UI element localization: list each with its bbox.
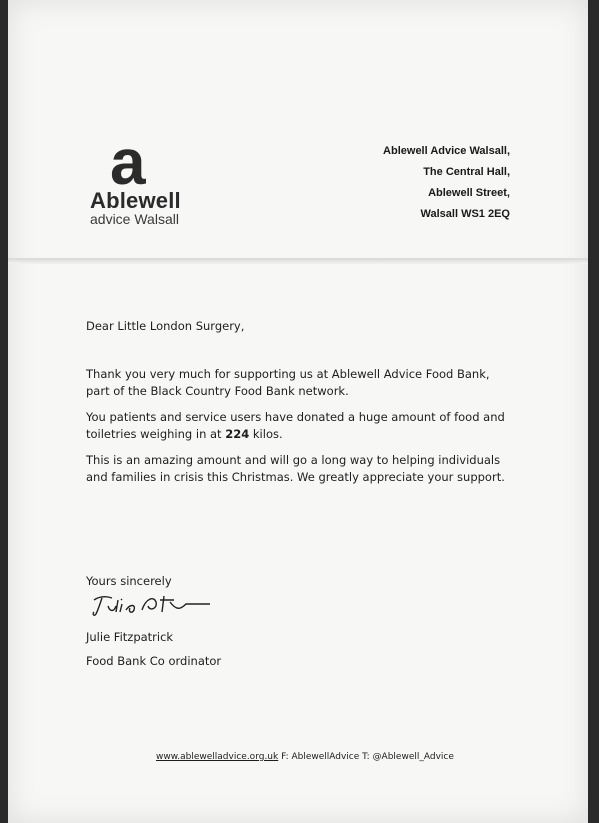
signer-name: Julie Fitzpatrick <box>86 630 174 644</box>
letter-footer <box>156 752 454 762</box>
logo-subtitle: advice Walsall <box>90 211 179 227</box>
paragraph-thanks: Thank you very much for supporting us at Ablewell Advice Food Bank, part of the Black Country Food Bank network. <box>86 367 490 398</box>
sender-address <box>383 141 510 225</box>
address-line: The Central Hall, <box>423 166 510 178</box>
website-link[interactable]: www.ablewelladvice.org.uk <box>156 752 279 762</box>
paragraph-appreciation: This is an amazing amount and will go a long way to helping individuals and families in crisis this Christmas. We greatly appreciate your support. <box>86 453 505 484</box>
ablewell-logo <box>88 126 198 230</box>
salutation: Dear Little London Surgery, <box>86 319 245 333</box>
paper-fold <box>8 258 588 264</box>
donation-unit: kilos. <box>249 427 283 441</box>
address-line: Walsall WS1 2EQ <box>420 208 510 220</box>
donation-amount: 224 <box>225 427 250 441</box>
closing: Yours sincerely <box>86 574 172 588</box>
letter-body <box>86 318 506 495</box>
address-line: Ablewell Street, <box>428 187 510 199</box>
handwritten-signature <box>90 590 220 620</box>
signer-title: Food Bank Co ordinator <box>86 654 222 668</box>
logo-name: Ablewell <box>90 188 181 213</box>
logo-letter: a <box>110 126 146 198</box>
paragraph-donation <box>86 409 506 443</box>
donation-text: You patients and service users have donated a huge amount of food and toiletries weighing in at <box>86 410 505 441</box>
signer-block <box>86 625 221 673</box>
social-handles: F: AblewellAdvice T: @Ablewell_Advice <box>278 752 454 762</box>
address-line: Ablewell Advice Walsall, <box>383 145 510 157</box>
